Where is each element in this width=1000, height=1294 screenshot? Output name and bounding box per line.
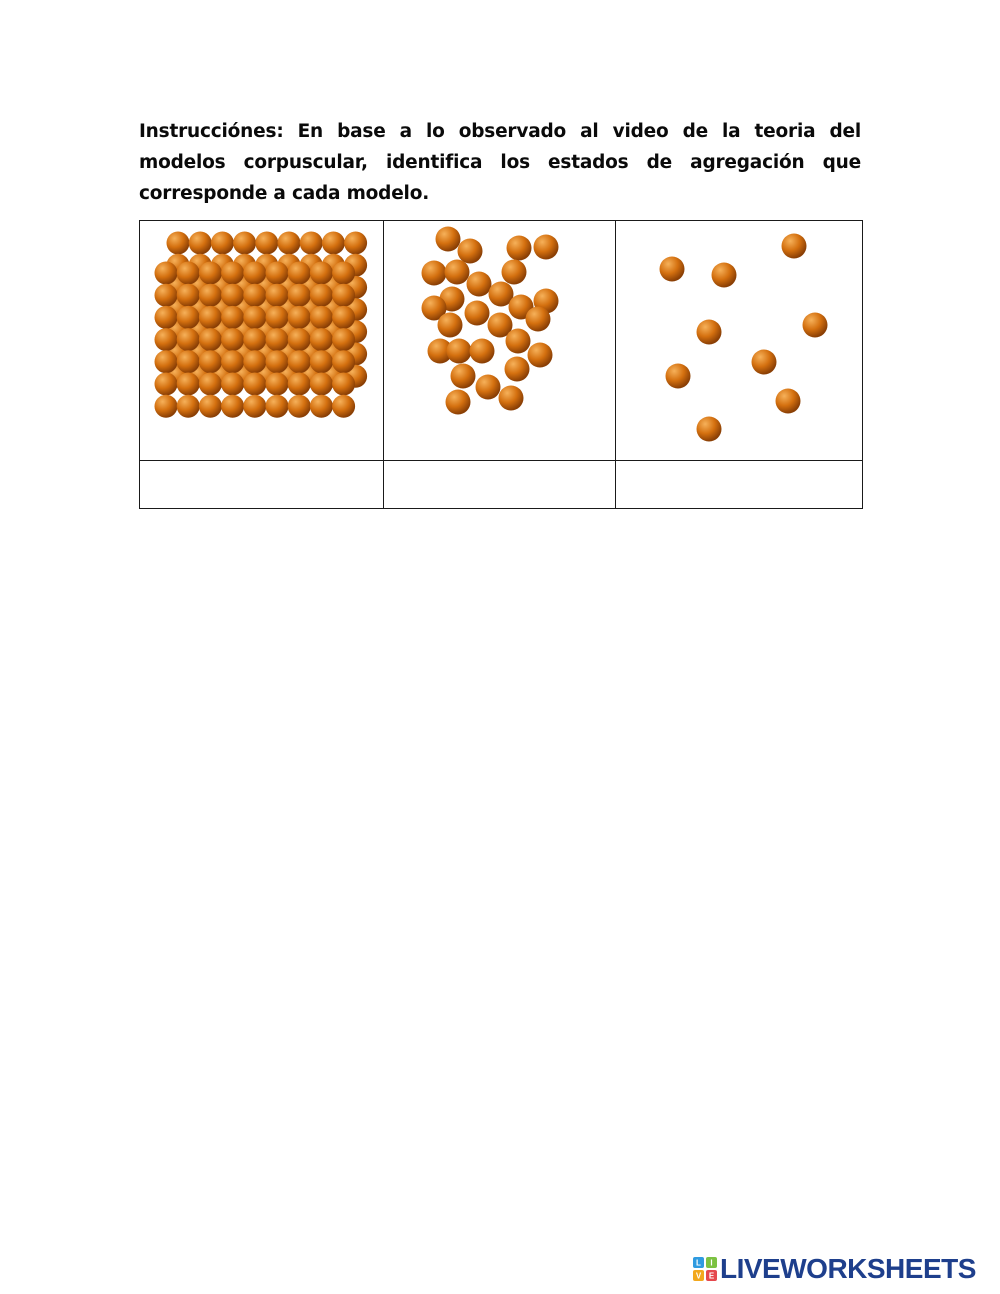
orange-sphere-icon <box>155 373 178 396</box>
orange-sphere-icon <box>499 386 524 411</box>
orange-sphere-icon <box>177 262 200 285</box>
orange-sphere-icon <box>502 260 527 285</box>
orange-sphere-icon <box>534 235 559 260</box>
orange-sphere-icon <box>505 357 530 382</box>
orange-sphere-icon <box>266 373 289 396</box>
orange-sphere-icon <box>233 232 256 255</box>
orange-sphere-icon <box>155 350 178 373</box>
orange-sphere-icon <box>666 364 691 389</box>
orange-sphere-icon <box>221 395 244 418</box>
orange-sphere-icon <box>310 262 333 285</box>
answers-row <box>140 461 863 509</box>
orange-sphere-icon <box>211 232 234 255</box>
orange-sphere-icon <box>199 328 222 351</box>
orange-sphere-icon <box>243 373 266 396</box>
orange-sphere-icon <box>278 232 301 255</box>
orange-sphere-icon <box>288 328 311 351</box>
orange-sphere-icon <box>266 395 289 418</box>
orange-sphere-icon <box>344 232 367 255</box>
orange-sphere-icon <box>332 395 355 418</box>
orange-sphere-icon <box>288 306 311 329</box>
models-row <box>140 221 863 461</box>
orange-sphere-icon <box>660 257 685 282</box>
orange-sphere-icon <box>458 239 483 264</box>
orange-sphere-icon <box>803 313 828 338</box>
solid-model-image <box>140 221 383 460</box>
brand-name: LIVEWORKSHEETS <box>720 1253 976 1284</box>
answer-input-2[interactable] <box>384 461 615 508</box>
orange-sphere-icon <box>243 262 266 285</box>
answer-input-3[interactable] <box>616 461 862 508</box>
orange-sphere-icon <box>507 236 532 261</box>
liquid-model-image <box>384 221 615 460</box>
orange-sphere-icon <box>332 373 355 396</box>
orange-sphere-icon <box>243 284 266 307</box>
orange-sphere-icon <box>243 328 266 351</box>
orange-sphere-icon <box>310 395 333 418</box>
orange-sphere-icon <box>476 375 501 400</box>
orange-sphere-icon <box>199 262 222 285</box>
logo-letter-3: V <box>695 1271 702 1281</box>
orange-sphere-icon <box>451 364 476 389</box>
orange-sphere-icon <box>177 350 200 373</box>
orange-sphere-icon <box>155 306 178 329</box>
orange-sphere-icon <box>155 284 178 307</box>
orange-sphere-icon <box>445 260 470 285</box>
orange-sphere-icon <box>528 343 553 368</box>
orange-sphere-icon <box>288 350 311 373</box>
orange-sphere-icon <box>177 395 200 418</box>
orange-sphere-icon <box>465 301 490 326</box>
orange-sphere-icon <box>243 395 266 418</box>
orange-sphere-icon <box>526 307 551 332</box>
liveworksheets-logo-icon <box>693 1257 717 1281</box>
orange-sphere-icon <box>167 232 190 255</box>
orange-sphere-icon <box>266 350 289 373</box>
orange-sphere-icon <box>199 395 222 418</box>
orange-sphere-icon <box>266 306 289 329</box>
orange-sphere-icon <box>697 417 722 442</box>
liveworksheets-brand <box>693 1254 976 1284</box>
orange-sphere-icon <box>288 262 311 285</box>
orange-sphere-icon <box>155 395 178 418</box>
orange-sphere-icon <box>506 329 531 354</box>
orange-sphere-icon <box>467 272 492 297</box>
orange-sphere-icon <box>322 232 345 255</box>
orange-sphere-icon <box>697 320 722 345</box>
orange-sphere-icon <box>310 373 333 396</box>
orange-sphere-icon <box>470 339 495 364</box>
orange-sphere-icon <box>422 261 447 286</box>
gas-model-cell <box>616 221 863 461</box>
orange-sphere-icon <box>332 306 355 329</box>
instructions-text: Instrucciónes: En base a lo observado al video de la teoria del modelos corpuscular, identifica los estados de agregación que corresponde a cada modelo. <box>139 121 861 204</box>
orange-sphere-icon <box>177 306 200 329</box>
orange-sphere-icon <box>155 262 178 285</box>
logo-letter-1: L <box>696 1258 701 1268</box>
orange-sphere-icon <box>177 284 200 307</box>
orange-sphere-icon <box>782 234 807 259</box>
orange-sphere-icon <box>255 232 278 255</box>
orange-sphere-icon <box>332 350 355 373</box>
orange-sphere-icon <box>310 284 333 307</box>
orange-sphere-icon <box>300 232 323 255</box>
orange-sphere-icon <box>221 328 244 351</box>
orange-sphere-icon <box>266 328 289 351</box>
orange-sphere-icon <box>332 262 355 285</box>
logo-letter-2: I <box>710 1258 713 1268</box>
orange-sphere-icon <box>332 328 355 351</box>
orange-sphere-icon <box>221 306 244 329</box>
orange-sphere-icon <box>446 390 471 415</box>
logo-letter-4: E <box>708 1271 715 1281</box>
answer-cell-1 <box>140 461 384 509</box>
orange-sphere-icon <box>266 262 289 285</box>
orange-sphere-icon <box>776 389 801 414</box>
orange-sphere-icon <box>288 284 311 307</box>
orange-sphere-icon <box>177 328 200 351</box>
orange-sphere-icon <box>189 232 212 255</box>
orange-sphere-icon <box>266 284 289 307</box>
orange-sphere-icon <box>310 350 333 373</box>
states-of-matter-table <box>139 220 863 509</box>
orange-sphere-icon <box>310 328 333 351</box>
answer-cell-2 <box>384 461 616 509</box>
orange-sphere-icon <box>221 350 244 373</box>
liquid-model-cell <box>384 221 616 461</box>
orange-sphere-icon <box>199 284 222 307</box>
orange-sphere-icon <box>155 328 178 351</box>
orange-sphere-icon <box>199 373 222 396</box>
orange-sphere-icon <box>712 263 737 288</box>
orange-sphere-icon <box>243 306 266 329</box>
orange-sphere-icon <box>438 313 463 338</box>
answer-input-1[interactable] <box>140 461 383 508</box>
orange-sphere-icon <box>752 350 777 375</box>
orange-sphere-icon <box>221 262 244 285</box>
orange-sphere-icon <box>177 373 200 396</box>
gas-model-image <box>616 221 862 460</box>
orange-sphere-icon <box>221 373 244 396</box>
solid-model-cell <box>140 221 384 461</box>
orange-sphere-icon <box>310 306 333 329</box>
orange-sphere-icon <box>221 284 244 307</box>
orange-sphere-icon <box>199 350 222 373</box>
orange-sphere-icon <box>288 373 311 396</box>
orange-sphere-icon <box>243 350 266 373</box>
orange-sphere-icon <box>332 284 355 307</box>
orange-sphere-icon <box>436 227 461 252</box>
orange-sphere-icon <box>447 339 472 364</box>
orange-sphere-icon <box>288 395 311 418</box>
answer-cell-3 <box>616 461 863 509</box>
orange-sphere-icon <box>199 306 222 329</box>
